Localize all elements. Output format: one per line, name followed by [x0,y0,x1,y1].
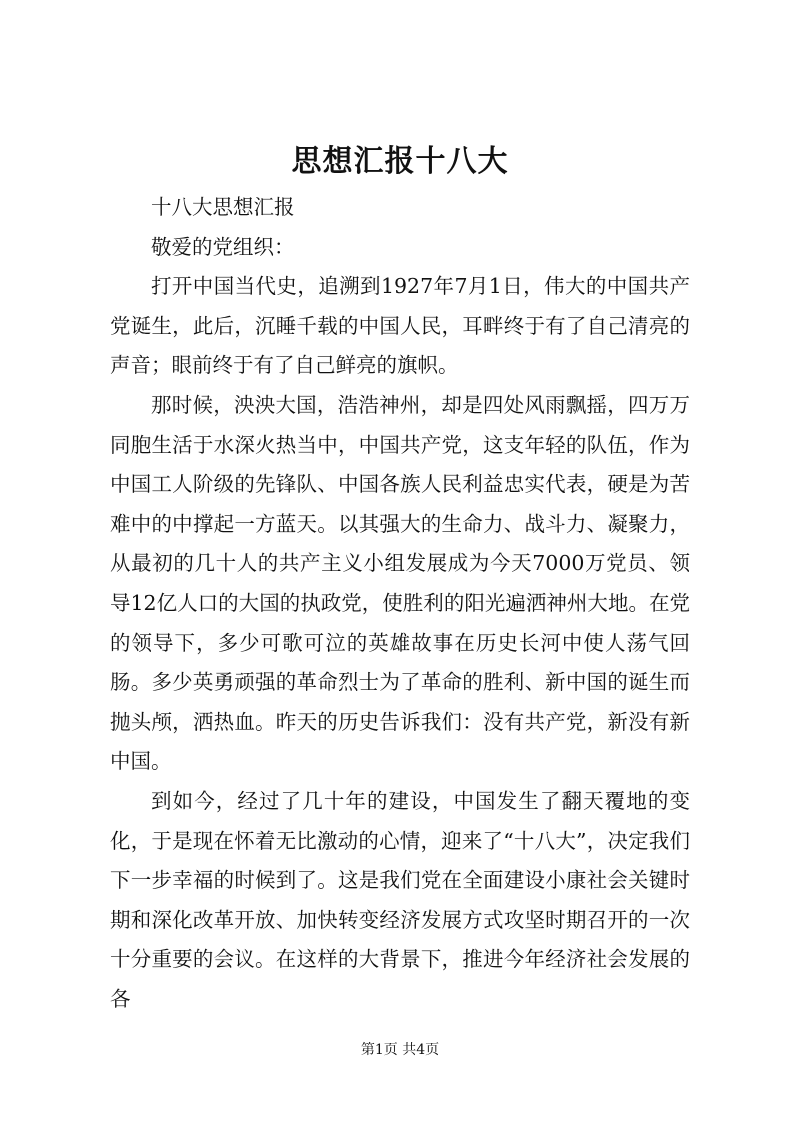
body-paragraph: 那时候，泱泱大国，浩浩神州，却是四处风雨飘摇，四万万同胞生活于水深火热当中，中国共产党，这支年轻的队伍，作为中国工人阶级的先锋队、中国各族人民利益忠实代表，硬是为苦难中的中撑起一方蓝天。以其强大的生命力、战斗力、凝聚力，从最初的几十人的共产主义小组发展成为今天7000万党员、领导12亿人口的大国的执政党，使胜利的阳光遍洒神州大地。在党的领导下，多少可歌可泣的英雄故事在历史长河中使人荡气回肠。多少英勇顽强的革命烈士为了革命的胜利、新中国的诞生而抛头颅，洒热血。昨天的历史告诉我们：没有共产党，新没有新中国。 [110,392,690,774]
subtitle-paragraph: 十八大思想汇报 [151,195,295,219]
document-body [110,188,690,1019]
document-title: 思想汇报十八大 [291,144,509,179]
body-paragraph: 打开中国当代史，追溯到1927年7月1日，伟大的中国共产党诞生，此后，沉睡千载的中国人民，耳畔终于有了自己清亮的声音；眼前终于有了自己鲜亮的旗帜。 [110,274,690,378]
page-number-footer: 第1页 共4页 [360,1042,440,1058]
body-paragraph: 到如今，经过了几十年的建设，中国发生了翻天覆地的变化，于是现在怀着无比激动的心情，迎来了“十八大”，决定我们下一步幸福的时候到了。这是我们党在全面建设小康社会关键时期和深化改革开放、加快转变经济发展方式攻坚时期召开的一次十分重要的会议。在这样的大背景下，推进今年经济社会发展的各 [110,788,690,1011]
salutation-paragraph: 敬爱的党组织： [151,234,295,259]
